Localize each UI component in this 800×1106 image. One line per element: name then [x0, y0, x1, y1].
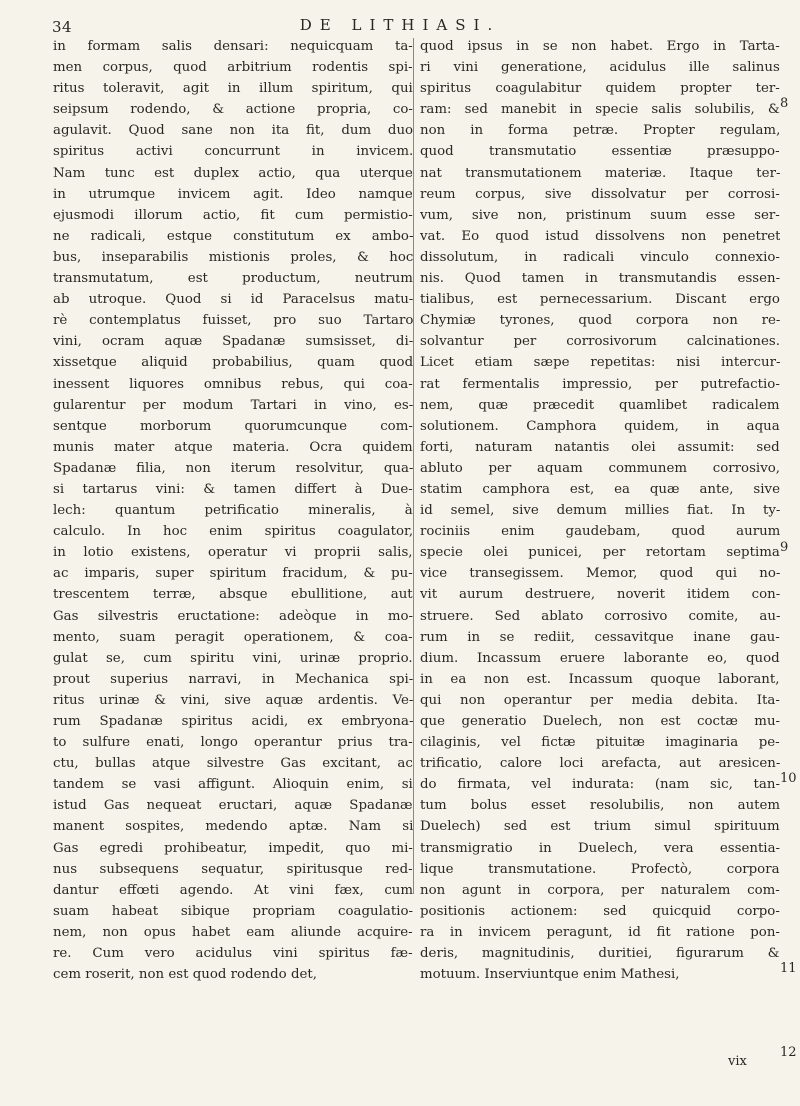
text-line: vat. Eo quod istud dissolvens non penetret	[420, 228, 780, 244]
running-title: DE LITHIASI.	[299, 16, 501, 34]
text-line: ri vini generatione, acidulus ille salinus	[420, 60, 780, 76]
text-line: sentque morborum quorumcunque com-	[53, 418, 413, 434]
text-line: vice transegissem. Memor, quod qui no-	[420, 566, 780, 582]
text-line: vit aurum destruere, noverit itidem con-	[420, 587, 780, 603]
text-line: in utrumque invicem agit. Ideo namque	[53, 186, 413, 202]
text-line: nem, quæ præcedit quamlibet radicalem	[420, 397, 780, 413]
text-line: bus, inseparabilis mistionis proles, & hoc	[53, 249, 413, 265]
text-line: solutionem. Camphora quidem, in aqua	[420, 418, 780, 434]
text-line: ritus toleravit, agit in illum spiritum, qui	[53, 81, 413, 97]
text-line: qui non operantur per media debita. Ita-	[420, 692, 780, 708]
text-line: Chymiæ tyrones, quod corpora non re-	[420, 313, 780, 329]
text-line: cilaginis, vel fictæ pituitæ imaginaria pe-	[420, 735, 780, 751]
text-line: agulavit. Quod sane non ita fit, dum duo	[53, 123, 413, 139]
text-line: calculo. In hoc enim spiritus coagulator,	[53, 524, 413, 540]
text-line: id semel, sive demum millies fiat. In ty-	[420, 503, 780, 519]
text-line: ne radicali, estque constitutum ex ambo-	[53, 228, 413, 244]
text-line: Gas egredi prohibeatur, impedit, quo mi-	[53, 840, 413, 856]
right-text-column	[420, 36, 780, 985]
text-line: in lotio existens, operatur vi proprii salis,	[53, 545, 413, 561]
text-line: trificatio, calore loci arefacta, aut aresicen-	[420, 756, 780, 772]
text-line: istud Gas nequeat eructari, aquæ Spadanæ	[53, 798, 413, 814]
text-line: rum in se rediit, cessavitque inane gau-	[420, 629, 780, 645]
text-line: do firmata, vel indurata: (nam sic, tan-	[420, 777, 780, 793]
margin-note-number: 11	[780, 961, 797, 976]
text-line: positionis actionem: sed quicquid corpo-	[420, 903, 780, 919]
text-line: ejusmodi illorum actio, fit cum permistio-	[53, 207, 413, 223]
text-line: trescentem terræ, absque ebullitione, aut	[53, 587, 413, 603]
text-line: vum, sive non, pristinum suum esse ser-	[420, 207, 780, 223]
margin-note-number: 10	[780, 771, 797, 786]
margin-note-number: 9	[780, 540, 789, 555]
text-line: cem roserit, non est quod rodendo det,	[53, 967, 317, 983]
text-line: ritus urinæ & vini, sive aquæ ardentis. Ve-	[53, 692, 413, 708]
text-line: spiritus activi concurrunt in invicem.	[53, 144, 413, 160]
text-line: ac imparis, super spiritum fracidum, & pu-	[53, 566, 413, 582]
text-line: men corpus, quod arbitrium rodentis spi-	[53, 60, 413, 76]
text-line: reum corpus, sive dissolvatur per corrosi-	[420, 186, 780, 202]
text-line: transmigratio in Duelech, vera essentia-	[420, 840, 780, 856]
text-line: prout superius narravi, in Mechanica spi-	[53, 671, 413, 687]
text-line: ctu, bullas atque silvestre Gas excitant, ac	[53, 756, 413, 772]
text-line: Gas silvestris eructatione: adeòque in mo-	[53, 608, 413, 624]
text-line: nis. Quod tamen in transmutandis essen-	[420, 271, 780, 287]
text-line: rat fermentalis impressio, per putrefactio-	[420, 376, 780, 392]
text-line: nat transmutationem materiæ. Itaque ter-	[420, 165, 780, 181]
text-line: si tartarus vini: & tamen differt à Due-	[53, 481, 413, 497]
text-line: nem, non opus habet eam aliunde acquire-	[53, 924, 413, 940]
text-line: Nam tunc est duplex actio, qua uterque	[53, 165, 413, 181]
text-line: Licet etiam sæpe repetitas: nisi intercur-	[420, 355, 780, 371]
column-divider	[413, 38, 414, 894]
text-line: tandem se vasi affigunt. Alioquin enim, si	[53, 777, 413, 793]
text-line: quod transmutatio essentiæ præsuppo-	[420, 144, 780, 160]
text-line: ra in invicem peragunt, id fit ratione pon-	[420, 924, 780, 940]
text-line: rè contemplatus fuisset, pro suo Tartaro	[53, 313, 413, 329]
catchword: vix	[728, 1054, 747, 1069]
text-line: Duelech) sed est trium simul spirituum	[420, 819, 780, 835]
text-line: in ea non est. Incassum quoque laborant,	[420, 671, 780, 687]
text-line: quod ipsus in se non habet. Ergo in Tarta-	[420, 39, 780, 54]
text-line: dantur effœti agendo. At vini fæx, cum	[53, 882, 413, 898]
margin-note-number: 12	[780, 1045, 797, 1060]
text-line: dium. Incassum eruere laborante eo, quod	[420, 650, 780, 666]
text-line: gularentur per modum Tartari in vino, es-	[53, 397, 413, 413]
text-line: spiritus coagulabitur quidem propter ter-	[420, 81, 780, 97]
text-line: non agunt in corpora, per naturalem com-	[420, 882, 780, 898]
text-line: rociniis enim gaudebam, quod aurum	[420, 524, 780, 540]
text-line: manent sospites, medendo aptæ. Nam si	[53, 819, 413, 835]
text-line: mento, suam peragit operationem, & coa-	[53, 629, 413, 645]
text-line: ram: sed manebit in specie salis solubilis, &	[420, 102, 780, 118]
text-line: struere. Sed ablato corrosivo comite, au-	[420, 608, 780, 624]
text-line: deris, magnitudinis, duritiei, figurarum &	[420, 946, 780, 962]
text-line: que generatio Duelech, non est coctæ mu-	[420, 714, 780, 729]
text-line: tialibus, est pernecessarium. Discant ergo	[420, 292, 780, 308]
text-line: nus subsequens sequatur, spiritusque red-	[53, 861, 413, 877]
text-line: suam habeat sibique propriam coagulatio-	[53, 903, 413, 919]
text-line: in formam salis densari: nequicquam ta-	[53, 39, 413, 54]
text-line: ab utroque. Quod si id Paracelsus matu-	[53, 292, 413, 308]
page-number: 34	[52, 18, 73, 36]
text-line: dissolutum, in radicali vinculo connexio-	[420, 249, 780, 265]
text-line: tum bolus esset resolubilis, non autem	[420, 798, 780, 814]
text-line: abluto per aquam communem corrosivo,	[420, 460, 780, 476]
text-line: re. Cum vero acidulus vini spiritus fæ-	[53, 946, 413, 962]
text-line: motuum. Inserviuntque enim Mathesi,	[420, 967, 680, 983]
text-line: non in forma petræ. Propter regulam,	[420, 123, 780, 139]
text-line: rum Spadanæ spiritus acidi, ex embryona-	[53, 714, 413, 729]
text-line: statim camphora est, ea quæ ante, sive	[420, 481, 780, 497]
text-line: forti, naturam natantis olei assumit: sed	[420, 439, 780, 455]
text-line: gulat se, cum spiritu vini, urinæ proprio.	[53, 650, 413, 666]
text-line: Spadanæ filia, non iterum resolvitur, qua-	[53, 460, 413, 476]
text-line: lique transmutatione. Profectò, corpora	[420, 861, 780, 877]
text-line: vini, ocram aquæ Spadanæ sumsisset, di-	[53, 334, 413, 350]
text-line: to sulfure enati, longo operantur prius tra-	[53, 735, 413, 751]
text-line: solvantur per corrosivorum calcinationes.	[420, 334, 780, 350]
margin-note-number: 8	[780, 96, 789, 111]
text-line: inessent liquores omnibus rebus, qui coa-	[53, 376, 413, 392]
text-line: transmutatum, est productum, neutrum	[53, 271, 413, 287]
text-line: lech: quantum petrificatio mineralis, à	[53, 503, 413, 519]
text-line: specie olei punicei, per retortam septima	[420, 545, 780, 561]
text-line: seipsum rodendo, & actione propria, co-	[53, 102, 413, 118]
text-line: munis mater atque materia. Ocra quidem	[53, 439, 413, 455]
text-line: xissetque aliquid probabilius, quam quod	[53, 355, 413, 371]
left-text-column	[53, 36, 413, 985]
